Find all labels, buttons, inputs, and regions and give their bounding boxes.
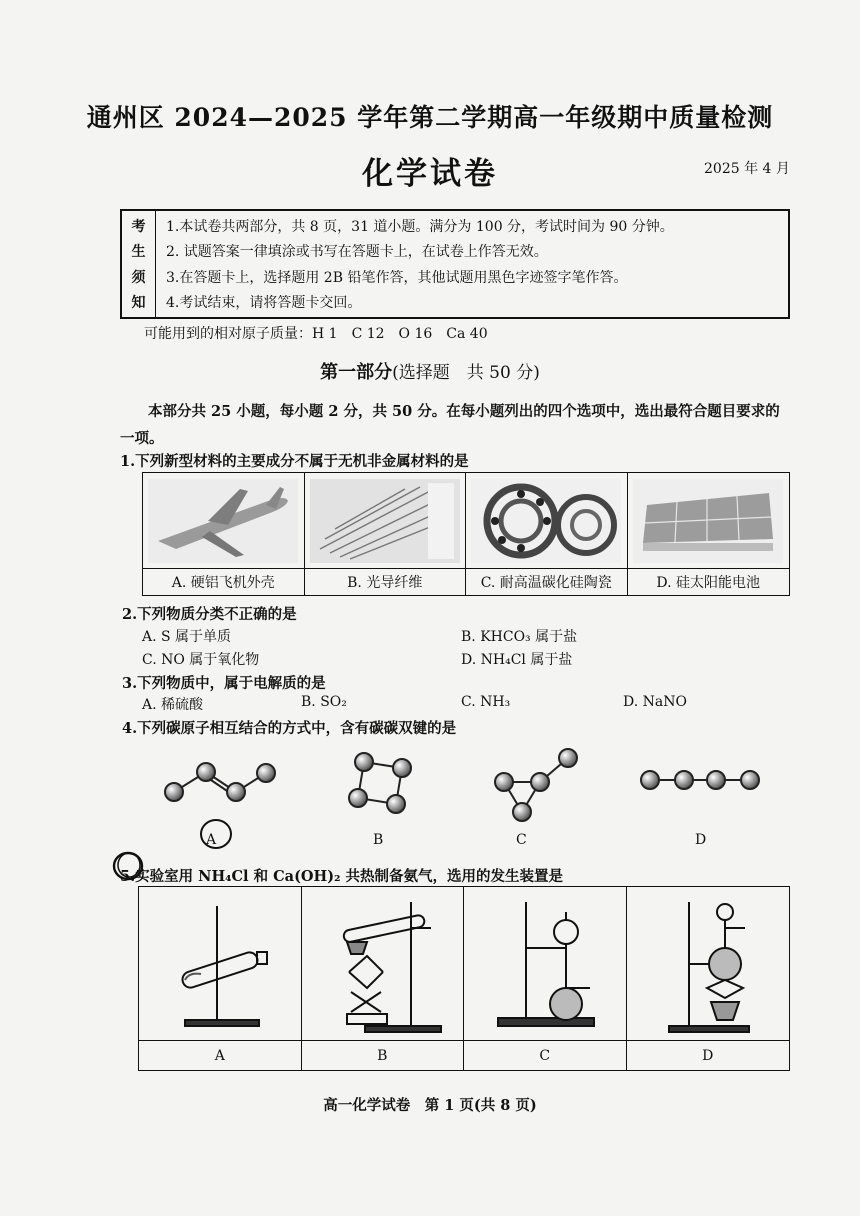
question-2-option: C. NO 属于氧化物 [142,652,260,668]
question-1-option: A. 硬铝飞机外壳 [143,569,305,595]
question-5-stem: 5.实验室用 NH₄Cl 和 Ca(OH)₂ 共热制备氨气，选用的发生装置是 [120,868,564,885]
structure-c [495,749,577,821]
notice-box [120,209,790,319]
question-5-option: C [464,1041,627,1070]
question-3-option: D. NaNO [623,694,687,710]
question-5-option: D [702,1047,714,1064]
structure-b [349,753,411,813]
notice-item: 2. 试题答案一律填涂或书写在答题卡上，在试卷上作答无效。 [166,244,548,261]
question-4-option: A [206,832,217,848]
question-5-table [138,886,790,1071]
exam-subject: 化学试卷 [362,156,498,192]
notice-label-char: 须 [131,269,146,286]
section-intro: 本部分共 25 小题，每小题 2 分，共 50 分。在每小题列出的四个选项中，选出最符合题目要求的一项。 [120,403,780,447]
question-5-option: B [302,1041,465,1070]
notice-label-char: 知 [131,295,146,312]
question-2-option: B. KHCO₃ 属于盐 [461,629,578,645]
question-4-stem: 4.下列碳原子相互结合的方式中，含有碳碳双键的是 [122,720,457,737]
notice-label [122,211,156,317]
notice-label-char: 生 [131,244,146,261]
notice-item: 1.本试卷共两部分，共 8 页，31 道小题。满分为 100 分，考试时间为 90 分钟。 [166,218,674,235]
structure-a [165,763,275,801]
question-4-option: B [373,832,384,848]
question-3-option: A. 稀硫酸 [142,697,204,713]
question-3-option: C. NH₃ [461,694,511,710]
structure-d [641,771,759,789]
question-2-option: D. NH₄Cl 属于盐 [461,652,573,668]
notice-item: 4.考试结束，请将答题卡交回。 [166,295,362,312]
apparatus-a [139,887,302,1040]
question-5-option: A [139,1041,302,1070]
page-footer: 高一化学试卷 第 1 页(共 8 页) [323,1097,537,1114]
question-1-option: B. 光导纤维 [305,569,467,595]
exam-title: 通州区 2024—2025 学年第二学期高一年级期中质量检测 [86,103,774,132]
atomic-masses: 可能用到的相对原子质量：H 1 C 12 O 16 Ca 40 [144,326,488,342]
question-1-option: D. 硅太阳能电池 [656,575,761,591]
question-2-stem: 2.下列物质分类不正确的是 [122,606,297,623]
question-1-stem: 1.下列新型材料的主要成分不属于无机非金属材料的是 [120,453,469,470]
notice-label-char: 考 [131,218,146,235]
question-1-option: C. 耐高温碳化硅陶瓷 [466,569,628,595]
question-4-option: C [516,832,527,848]
exam-date: 2025 年 4 月 [704,161,790,177]
apparatus-d [627,887,790,1040]
apparatus-b [302,887,465,1040]
section-detail: (选择题 共 50 分) [392,363,540,383]
section-heading [0,358,860,384]
question-2-option: A. S 属于单质 [142,629,232,645]
airplane-image [143,473,305,568]
carbon-structures-figure [150,740,790,830]
question-3-stem: 3.下列物质中，属于电解质的是 [122,675,326,692]
optical-fiber-image [305,473,467,568]
handwritten-circle-mark [196,812,236,852]
question-1-table [142,472,790,596]
question-4-option: D [695,832,707,848]
ceramic-bearing-image [466,473,628,568]
apparatus-c [464,887,627,1040]
notice-item: 3.在答题卡上，选择题用 2B 铅笔作答，其他试题用黑色字迹签字笔作答。 [166,269,628,286]
question-3-option: B. SO₂ [301,694,347,710]
solar-panel-image [628,473,790,568]
section-title: 第一部分 [320,362,393,383]
